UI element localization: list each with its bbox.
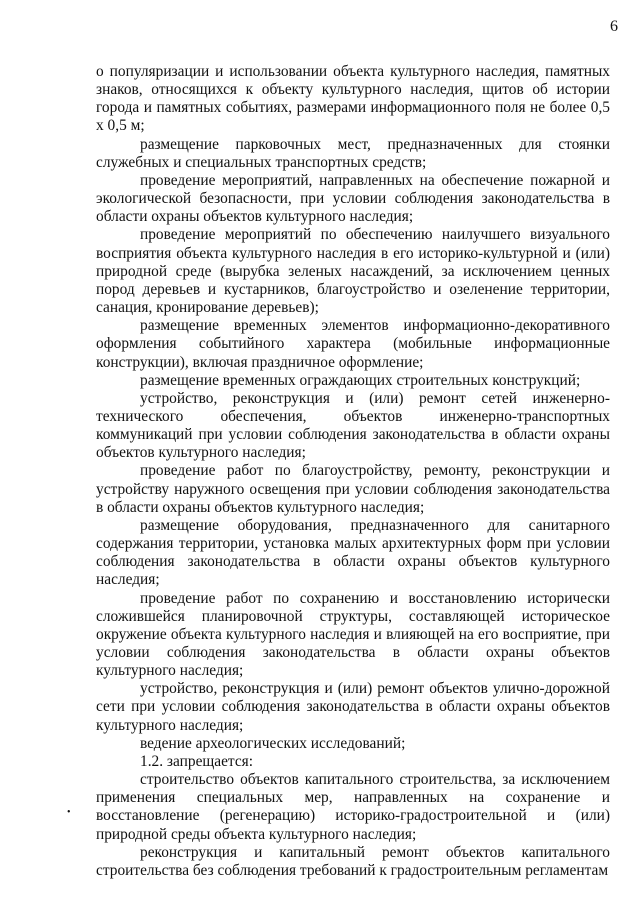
- paragraph-capital-construction: строительство объектов капитального строительства, за исключением применения специальных мер, направленных на сохранение и восстановление (регенерацию) историко-градостроительной и (или) природной среды объекта культурного наследия;: [96, 771, 610, 843]
- paragraph-road-network: устройство, реконструкция и (или) ремонт объектов улично-дорожной сети при условии соблюдения законодательства в области охраны объектов культурного наследия;: [96, 680, 610, 734]
- paragraph-sanitary-equipment: размещение оборудования, предназначенного для санитарного содержания территории, установка малых архитектурных форм при условии соблюдения законодательства в области охраны объектов культурного наследия;: [96, 516, 610, 589]
- scan-mark: •: [67, 807, 71, 818]
- paragraph-temporary-fences: размещение временных ограждающих строительных конструкций;: [140, 371, 581, 389]
- paragraph-continuation: о популяризации и использовании объекта культурного наследия, памятных знаков, относящихся к объекту культурного наследия, щитов об истории города и памятных событиях, размерами информационного поля не более 0,5 х 0,5 м;: [96, 63, 610, 135]
- paragraph-lighting: проведение работ по благоустройству, ремонту, реконструкции и устройству наружного освещения при условии соблюдения законодательства в области охраны объектов культурного наследия;: [96, 462, 610, 516]
- paragraph-engineering-networks: устройство, реконструкция и (или) ремонт сетей инженерно-технического обеспечения, объектов инженерно-транспортных коммуникаций при условии соблюдения законодательства в области охраны объектов культурного наследия;: [96, 389, 610, 462]
- paragraph-planning-structure: проведение работ по сохранению и восстановлению исторически сложившейся планировочной структуры, составляющей историческое окружение объекта культурного наследия и влияющей на его восприятие, при условии соблюдения законодательства в области охраны объектов культурного наследия;: [96, 589, 610, 680]
- document-body: [96, 63, 610, 880]
- paragraph-archaeology: ведение археологических исследований;: [140, 734, 406, 752]
- paragraph-safety-measures: проведение мероприятий, направленных на обеспечение пожарной и экологической безопасности, при условии соблюдения законодательства в области охраны объектов культурного наследия;: [96, 171, 610, 226]
- paragraph-reconstruction: реконструкция и капитальный ремонт объектов капитального строительства без соблюдения требований к градостроительным регламентам: [96, 843, 610, 879]
- paragraph-visual-perception: проведение мероприятий по обеспечению наилучшего визуального восприятия объекта культурного наследия в его историко-культурной и (или) природной среде (вырубка зеленых насаждений, за исключением ценных пород деревьев и кустарников, благоустройство и озеленение территории, санация, кронирование деревьев);: [96, 226, 610, 317]
- page-number: 6: [610, 18, 618, 35]
- paragraph-parking: размещение парковочных мест, предназначенных для стоянки служебных и специальных транспортных средств;: [96, 135, 610, 171]
- paragraph-temporary-decor: размещение временных элементов информационно-декоративного оформления событийного характера (мобильные информационные конструкции), включая праздничное оформление;: [96, 317, 610, 371]
- section-heading-prohibited: 1.2. запрещается:: [140, 752, 254, 770]
